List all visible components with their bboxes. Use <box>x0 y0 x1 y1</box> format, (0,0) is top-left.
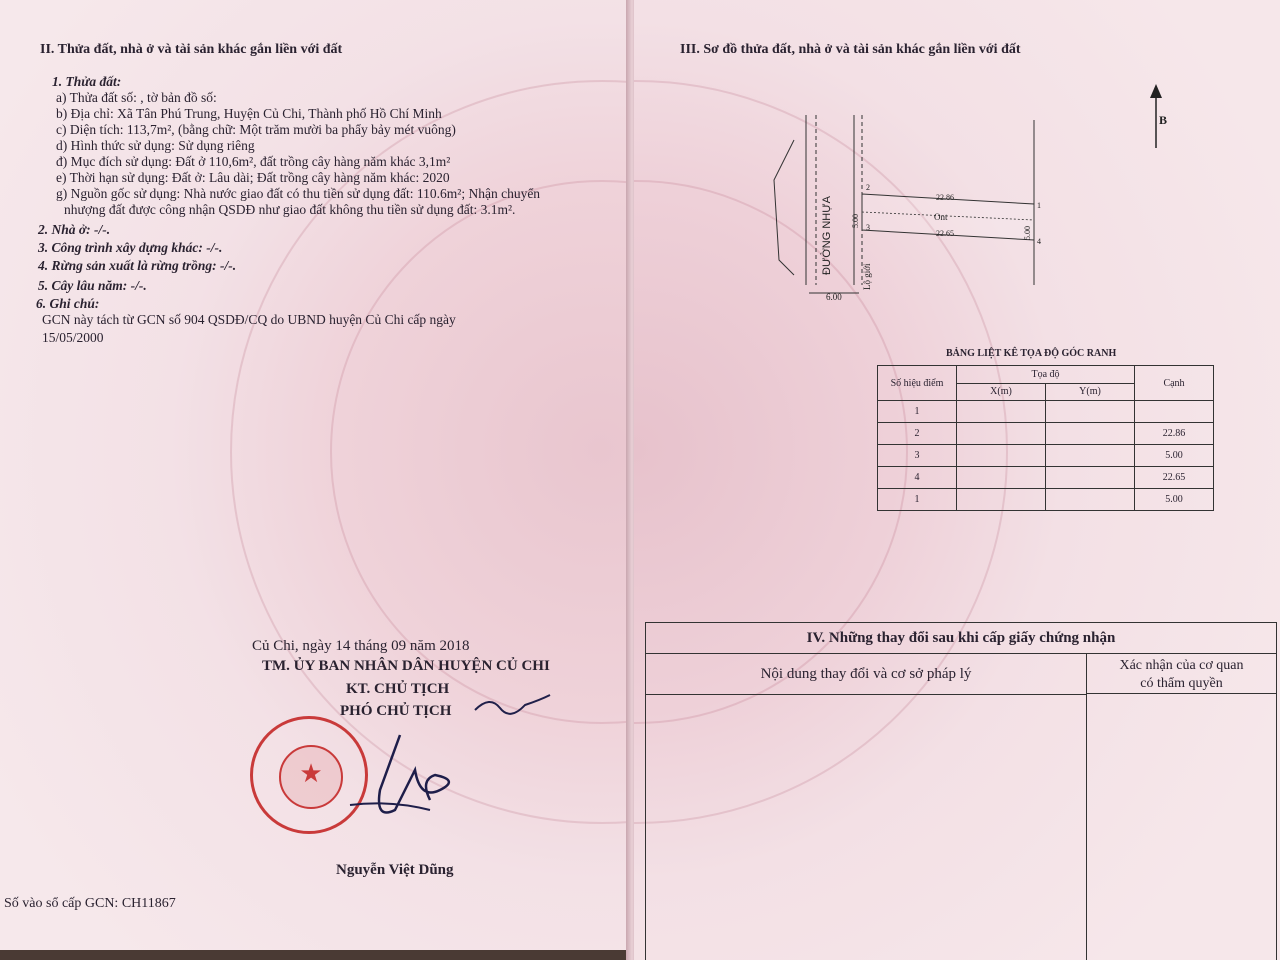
land-plot-map <box>754 100 1074 300</box>
road-label: ĐƯỜNG NHỰA <box>821 196 833 275</box>
col-coord-header: Tọa độ <box>957 366 1135 384</box>
section-iii-title: III. Sơ đồ thửa đất, nhà ở và tài sản khác gắn liền với đất <box>680 42 1021 57</box>
item3-construction: 3. Công trình xây dựng khác: -/-. <box>38 240 223 255</box>
kt-chairman: KT. CHỦ TỊCH <box>346 681 450 697</box>
edge-right: 5.00 <box>1023 226 1032 240</box>
north-label: B <box>1159 113 1168 127</box>
issue-date: Củ Chi, ngày 14 tháng 09 năm 2018 <box>252 638 470 654</box>
register-number: Số vào sổ cấp GCN: CH11867 <box>4 896 176 911</box>
table-cell: 4 <box>878 467 957 489</box>
vice-chairman: PHÓ CHỦ TỊCH <box>340 703 452 719</box>
point-2: 2 <box>866 183 870 192</box>
changes-col-content: Nội dung thay đổi và cơ sở pháp lý <box>646 654 1086 695</box>
note-line1: GCN này tách từ GCN số 904 QSDĐ/CQ do UBND huyện Củ Chi cấp ngày <box>42 312 456 327</box>
section-ii-title: II. Thửa đất, nhà ở và tài sản khác gắn liền với đất <box>40 42 343 57</box>
usage-purpose: đ) Mục đích sử dụng: Đất ở 110,6m², đất trồng cây hàng năm khác 3,1m² <box>56 154 451 169</box>
signature <box>340 730 470 830</box>
table-cell: 3 <box>878 445 957 467</box>
col-point-header: Số hiệu điểm <box>878 366 957 401</box>
north-arrow-icon <box>1144 84 1174 154</box>
land-type: Ont <box>934 212 948 222</box>
coord-table <box>877 365 1214 511</box>
table-cell: 5.00 <box>1135 445 1214 467</box>
setback-label: Lộ giới <box>862 263 872 290</box>
usage-term: e) Thời hạn sử dụng: Đất ở: Lâu dài; Đất trồng cây hàng năm khác: 2020 <box>56 170 450 185</box>
item5-perennial: 5. Cây lâu năm: -/-. <box>38 278 147 293</box>
item4-forest: 4. Rừng sản xuất là rừng trồng: -/-. <box>38 258 237 273</box>
table-cell <box>1135 401 1214 423</box>
note-line2: 15/05/2000 <box>42 330 104 345</box>
changes-col-confirm <box>1086 654 1276 694</box>
coord-table-title: BẢNG LIỆT KÊ TỌA ĐỘ GÓC RANH <box>946 348 1117 359</box>
table-cell: 22.86 <box>1135 423 1214 445</box>
seal-star-icon: ★ <box>299 759 323 788</box>
col-x-header: X(m) <box>957 383 1046 401</box>
land-plot-number: a) Thửa đất số: , tờ bản đồ số: <box>56 90 217 105</box>
point-3: 3 <box>866 223 870 232</box>
col-edge-header: Cạnh <box>1135 366 1214 401</box>
usage-form: d) Hình thức sử dụng: Sử dụng riêng <box>56 138 255 153</box>
table-cell: 2 <box>878 423 957 445</box>
point-1: 1 <box>1037 201 1041 210</box>
changes-col-confirm-line2: có thẩm quyền <box>1140 676 1223 691</box>
point-4: 4 <box>1037 237 1041 246</box>
changes-box <box>645 622 1277 960</box>
item1-title: 1. Thửa đất: <box>52 74 122 89</box>
table-cell: 5.00 <box>1135 489 1214 511</box>
item2-house: 2. Nhà ở: -/-. <box>38 222 111 237</box>
edge-bottom: 22.65 <box>936 229 954 238</box>
address: b) Địa chỉ: Xã Tân Phú Trung, Huyện Củ Chi, Thành phố Hồ Chí Minh <box>56 106 442 121</box>
item6-title: 6. Ghi chú: <box>36 296 100 311</box>
usage-origin-line1: g) Nguồn gốc sử dụng: Nhà nước giao đất có thu tiền sử dụng đất: 110.6m²; Nhận chuyển <box>56 186 541 201</box>
right-page <box>634 0 1280 960</box>
signer-name: Nguyễn Việt Dũng <box>336 862 454 878</box>
changes-title: IV. Những thay đổi sau khi cấp giấy chứng nhận <box>646 623 1276 654</box>
changes-col-confirm-line1: Xác nhận của cơ quan <box>1119 658 1244 673</box>
road-width: 6.00 <box>826 292 842 300</box>
table-cell: 1 <box>878 489 957 511</box>
edge-top: 22.86 <box>936 193 954 202</box>
edge-left: 5.00 <box>851 214 860 228</box>
usage-origin-line2: nhượng đất được công nhận QSDĐ như giao đất không thu tiền sử dụng đất: 3.1m². <box>64 202 516 217</box>
initial-signature <box>470 690 560 730</box>
table-cell: 22.65 <box>1135 467 1214 489</box>
col-y-header: Y(m) <box>1046 383 1135 401</box>
area: c) Diện tích: 113,7m², (bằng chữ: Một trăm mười ba phẩy bảy mét vuông) <box>56 122 456 137</box>
left-page <box>0 0 630 950</box>
table-cell: 1 <box>878 401 957 423</box>
issuing-authority: TM. ỦY BAN NHÂN DÂN HUYỆN CỦ CHI <box>262 658 550 674</box>
changes-divider <box>1086 694 1087 960</box>
